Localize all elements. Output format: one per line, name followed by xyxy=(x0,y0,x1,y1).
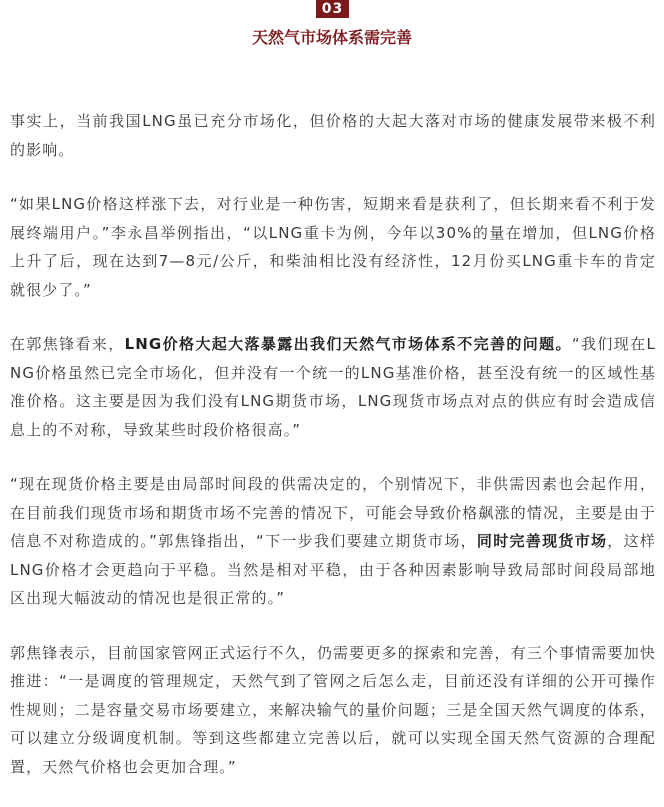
paragraph-text: 事实上，当前我国LNG虽已充分市场化，但价格的大起大落对市场的健康发展带来极不利的影响。 xyxy=(10,112,656,159)
paragraph-text: “如果LNG价格这样涨下去，对行业是一种伤害，短期来看是获利了，但长期来看不利于发展终端用户。”李永昌举例指出，“以LNG重卡为例，今年以30%的量在增加，但LNG价格上升了后，现在达到7—8元/公斤，和柴油相比没有经济性，12月份买LNG重卡车的肯定就很少了。” xyxy=(10,195,656,299)
paragraph-text: ，这样LNG价格才会更趋向于平稳。当然是相对平稳，由于各种因素影响导致局部时间段局部地区出现大幅波动的情况也是很正常的。” xyxy=(10,532,656,607)
section-header xyxy=(0,0,664,52)
paragraph-1 xyxy=(10,107,656,164)
paragraph-3 xyxy=(10,330,656,444)
paragraph-text: 在郭焦锋看来， xyxy=(10,335,125,353)
section-title: 天然气市场体系需完善 xyxy=(251,28,412,47)
paragraph-5 xyxy=(10,639,656,782)
paragraph-4 xyxy=(10,470,656,613)
paragraph-text: “现在现货价格主要是由局部时间段的供需决定的，个别情况下，非供需因素也会起作用，在目前我们现货市场和期货市场不完善的情况下，可能会导致价格飙涨的情况，主要是由于信息不对称造成的。”郭焦锋指出，“下一步我们要建立期货市场， xyxy=(10,475,656,550)
article-body xyxy=(10,107,656,807)
bold-highlight: 同时完善现货市场 xyxy=(476,532,608,550)
section-number-badge: 03 xyxy=(316,0,349,18)
paragraph-2 xyxy=(10,190,656,304)
bold-highlight: LNG价格大起大落暴露出我们天然气市场体系不完善的问题。 xyxy=(124,335,572,353)
paragraph-text: “我们现在LNG价格虽然已完全市场化，但并没有一个统一的LNG基准价格，甚至没有统一的区域性基准价格。这主要是因为我们没有LNG期货市场，LNG现货市场点对点的供应有时会造成信息上的不对称，导致某些时段价格很高。” xyxy=(10,335,656,439)
paragraph-text: 郭焦锋表示，目前国家管网正式运行不久，仍需要更多的探索和完善，有三个事情需要加快推进：“一是调度的管理规定，天然气到了管网之后怎么走，目前还没有详细的公开可操作性规则；二是容量交易市场要建立，来解决输气的量价问题；三是全国天然气调度的体系，可以建立分级调度机制。等到这些都建立完善以后，就可以实现全国天然气资源的合理配置，天然气价格也会更加合理。” xyxy=(10,643,656,776)
